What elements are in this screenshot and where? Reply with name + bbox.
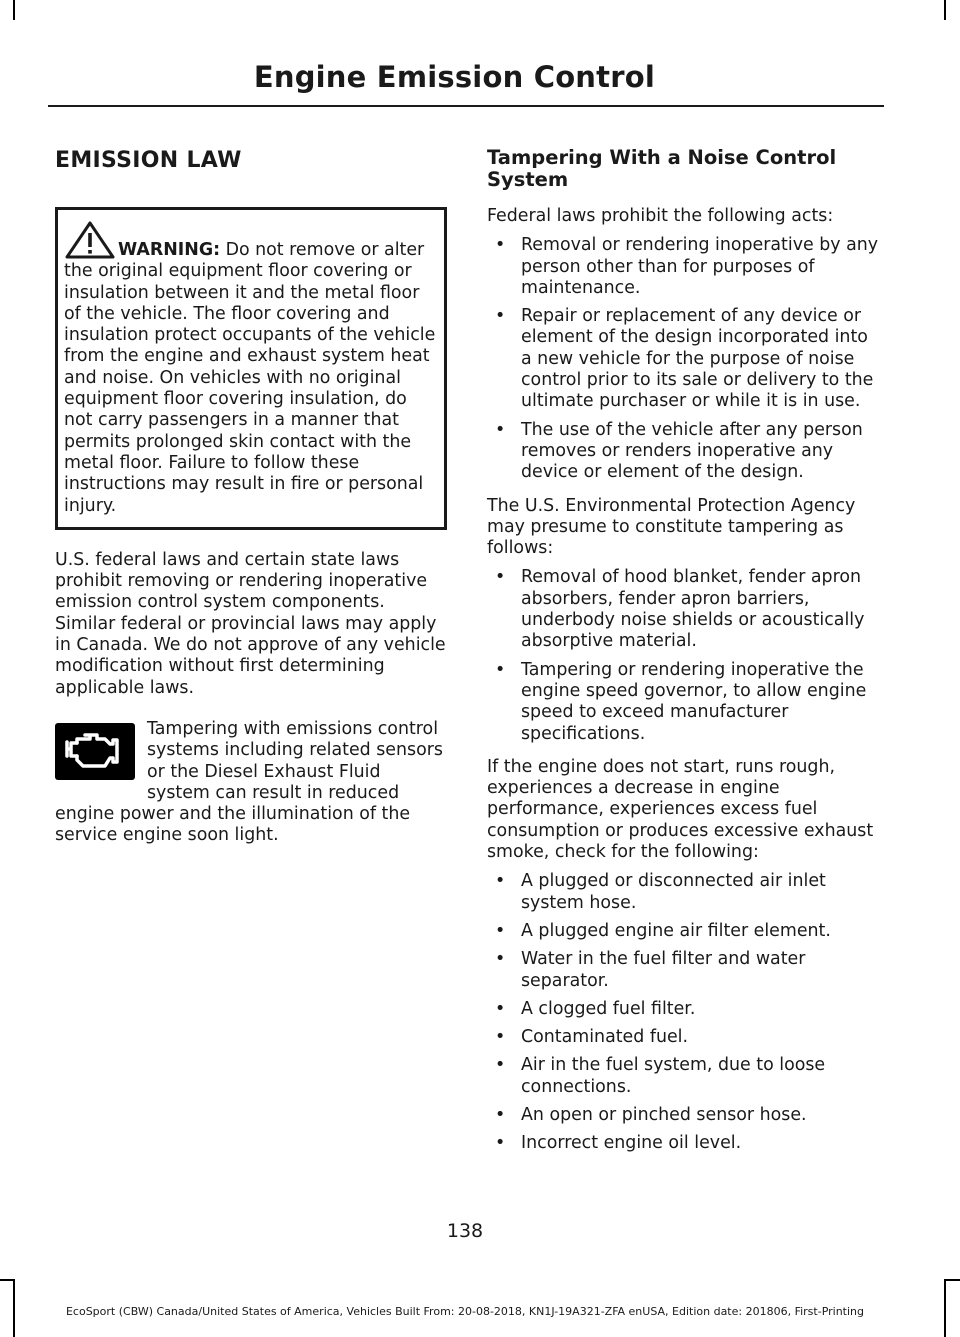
warning-body: Do not remove or alter the original equipment floor covering or insulation between it and the metal floor of the vehicle. The floor covering and insulation protect occupants of the vehicle from the engine and exhaust system heat and noise. On vehicles with no original equipment floor covering insulation, do not carry passengers in a manner that permits prolonged skin contact with the metal floor. Failure to follow these instructions may result in fire or personal injury. — [64, 240, 436, 516]
list-item: • A plugged or disconnected air inlet system hose. — [495, 871, 826, 913]
list-item: • A clogged fuel filter. — [495, 998, 696, 1019]
crop-mark — [944, 0, 946, 20]
bullet: • — [495, 998, 506, 1019]
crop-mark — [0, 1279, 13, 1281]
engine-note — [55, 719, 447, 847]
bullet: • — [495, 1055, 506, 1076]
list-tampering — [487, 567, 881, 744]
list-item: • Air in the fuel system, due to loose connections. — [495, 1055, 826, 1097]
bullet: • — [495, 1027, 506, 1048]
intro-federal-laws: Federal laws prohibit the following acts: — [487, 206, 834, 226]
bullet: • — [495, 920, 506, 941]
bullet: • — [495, 659, 506, 680]
crop-mark — [944, 1279, 946, 1337]
list-item: • Water in the fuel filter and water separator. — [495, 949, 806, 991]
crop-mark — [13, 0, 15, 20]
paragraph-tampering-emissions: Tampering with emissions control systems including related sensors or the Diesel Exhaust Fluid system can result in reduced engine power and the illumination of the service engine soon light. — [55, 718, 443, 846]
bullet: • — [495, 949, 506, 970]
warning-label: WARNING: — [118, 240, 221, 260]
warning-box — [55, 207, 447, 530]
intro-epa: The U.S. Environmental Protection Agency may presume to constitute tampering as follows: — [487, 495, 856, 559]
paragraph-laws: U.S. federal laws and certain state laws prohibit removing or rendering inoperative emission control system components. Similar federal or provincial laws may apply in Canada. We do not approve of any vehicle modification without first determining applicable laws. — [55, 549, 446, 698]
list-prohibited-acts — [487, 235, 881, 483]
page-title: Engine Emission Control — [253, 60, 655, 94]
warning-triangle-icon — [64, 220, 116, 260]
bullet: • — [495, 235, 506, 256]
section-heading-noise-control: Tampering With a Noise Control System — [487, 146, 837, 191]
check-engine-icon — [55, 723, 135, 780]
list-item: • Tampering or rendering inoperative the engine speed governor, to allow engine speed to exceed manufacturer specifications. — [495, 659, 867, 744]
crop-mark — [946, 1279, 960, 1281]
bullet: • — [495, 567, 506, 588]
list-item: • An open or pinched sensor hose. — [495, 1104, 807, 1125]
header-rule — [48, 105, 884, 107]
bullet: • — [495, 1133, 506, 1154]
bullet: • — [495, 306, 506, 327]
warning-text — [64, 240, 438, 517]
list-item: • Incorrect engine oil level. — [495, 1133, 742, 1154]
page-number: 138 — [446, 1220, 484, 1242]
bullet: • — [495, 419, 506, 440]
list-checks — [487, 871, 881, 1154]
bullet: • — [495, 871, 506, 892]
footer-edition-info: EcoSport (CBW) Canada/United States of America, Vehicles Built From: 20-08-2018, KN1J-19A321-ZFA enUSA, Edition date: 201806, First-Printing — [65, 1305, 865, 1318]
list-item: • Removal of hood blanket, fender apron absorbers, fender apron barriers, underbody noise shields or acoustically absorptive material. — [495, 567, 865, 652]
list-item: • A plugged engine air filter element. — [495, 920, 831, 941]
section-heading-emission-law: EMISSION LAW — [55, 148, 242, 173]
list-item: • Contaminated fuel. — [495, 1027, 689, 1048]
list-item: • Removal or rendering inoperative by any person other than for purposes of maintenance. — [495, 235, 879, 298]
list-item: • The use of the vehicle after any person removes or renders inoperative any device or element of the design. — [495, 419, 863, 483]
left-column — [55, 140, 447, 847]
right-column — [487, 140, 881, 1162]
bullet: • — [495, 1104, 506, 1125]
intro-engine-check: If the engine does not start, runs rough, experiences a decrease in engine performance, experiences excess fuel consumption or produces excessive exhaust smoke, check for the following: — [487, 756, 874, 863]
list-item: • Repair or replacement of any device or element of the design incorporated into a new vehicle for the purpose of noise control prior to its sale or delivery to the ultimate purchaser or while it is in use. — [495, 306, 874, 412]
